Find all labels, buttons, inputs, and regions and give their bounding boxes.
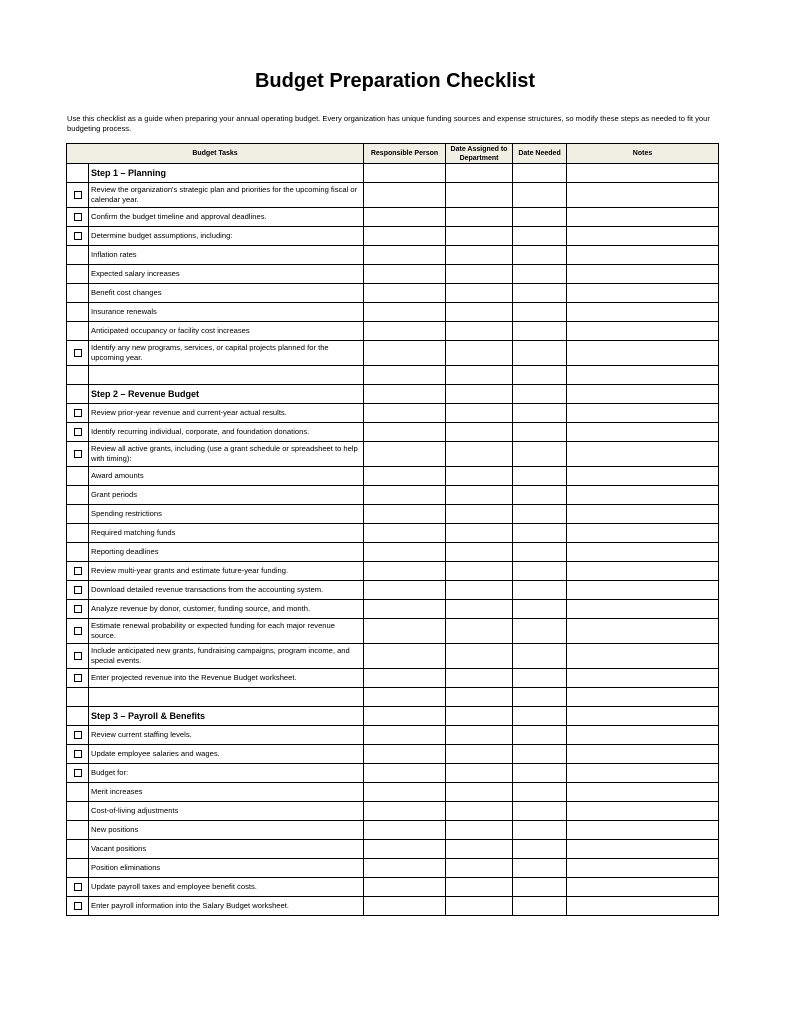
checkbox-cell bbox=[67, 897, 89, 916]
notes-cell[interactable] bbox=[567, 878, 719, 897]
task-row bbox=[67, 265, 719, 284]
checkbox-cell bbox=[67, 669, 89, 688]
responsible-cell[interactable] bbox=[364, 644, 446, 669]
responsible-cell[interactable] bbox=[364, 669, 446, 688]
task-checkbox[interactable] bbox=[74, 627, 82, 635]
checkbox-cell bbox=[67, 467, 89, 486]
responsible-cell[interactable] bbox=[364, 764, 446, 783]
date-needed-cell[interactable] bbox=[513, 897, 567, 916]
notes-cell[interactable] bbox=[567, 208, 719, 227]
date-needed-cell[interactable] bbox=[513, 644, 567, 669]
date-needed-cell[interactable] bbox=[513, 764, 567, 783]
checkbox-cell bbox=[67, 859, 89, 878]
task-checkbox[interactable] bbox=[74, 232, 82, 240]
date-assigned-cell[interactable] bbox=[446, 821, 513, 840]
task-row bbox=[67, 619, 719, 644]
date-needed-cell[interactable] bbox=[513, 619, 567, 644]
task-checkbox[interactable] bbox=[74, 652, 82, 660]
checkbox-cell bbox=[67, 745, 89, 764]
date-needed-cell[interactable] bbox=[513, 341, 567, 366]
date-assigned-cell[interactable] bbox=[446, 385, 513, 404]
checkbox-cell bbox=[67, 284, 89, 303]
date-needed-cell[interactable] bbox=[513, 859, 567, 878]
task-text: Vacant positions bbox=[89, 840, 364, 859]
checklist-table bbox=[66, 143, 719, 916]
task-text: Update payroll taxes and employee benefit costs. bbox=[89, 878, 364, 897]
header-date-needed: Date Needed bbox=[513, 144, 567, 164]
notes-cell[interactable] bbox=[567, 745, 719, 764]
date-needed-cell[interactable] bbox=[513, 821, 567, 840]
checkbox-cell bbox=[67, 619, 89, 644]
responsible-cell[interactable] bbox=[364, 246, 446, 265]
task-checkbox[interactable] bbox=[74, 750, 82, 758]
responsible-cell[interactable] bbox=[364, 442, 446, 467]
checkbox-cell bbox=[67, 341, 89, 366]
responsible-cell[interactable] bbox=[364, 467, 446, 486]
date-assigned-cell[interactable] bbox=[446, 208, 513, 227]
checkbox-cell bbox=[67, 385, 89, 404]
page-title: Budget Preparation Checklist bbox=[254, 70, 536, 92]
responsible-cell[interactable] bbox=[364, 726, 446, 745]
responsible-cell[interactable] bbox=[364, 322, 446, 341]
date-needed-cell[interactable] bbox=[513, 543, 567, 562]
checkbox-cell bbox=[67, 581, 89, 600]
notes-cell[interactable] bbox=[567, 303, 719, 322]
checkbox-cell bbox=[67, 164, 89, 183]
header-responsible-person: Responsible Person bbox=[364, 144, 446, 164]
responsible-cell[interactable] bbox=[364, 688, 446, 707]
notes-cell[interactable] bbox=[567, 783, 719, 802]
task-checkbox[interactable] bbox=[74, 902, 82, 910]
responsible-cell[interactable] bbox=[364, 486, 446, 505]
task-text: Enter payroll information into the Salary Budget worksheet. bbox=[89, 897, 364, 916]
date-assigned-cell[interactable] bbox=[446, 562, 513, 581]
checkbox-cell bbox=[67, 688, 89, 707]
date-assigned-cell[interactable] bbox=[446, 707, 513, 726]
responsible-cell[interactable] bbox=[364, 562, 446, 581]
task-row bbox=[67, 644, 719, 669]
task-text: New positions bbox=[89, 821, 364, 840]
task-row bbox=[67, 322, 719, 341]
task-checkbox[interactable] bbox=[74, 450, 82, 458]
task-row bbox=[67, 467, 719, 486]
task-text: Position eliminations bbox=[89, 859, 364, 878]
notes-cell[interactable] bbox=[567, 859, 719, 878]
task-text: Review the organization's strategic plan and priorities for the upcoming fiscal or calendar year. bbox=[89, 183, 364, 208]
checkbox-cell bbox=[67, 322, 89, 341]
date-needed-cell[interactable] bbox=[513, 783, 567, 802]
checkbox-cell bbox=[67, 821, 89, 840]
header-budget-tasks: Budget Tasks bbox=[67, 144, 364, 164]
date-assigned-cell[interactable] bbox=[446, 745, 513, 764]
task-row bbox=[67, 821, 719, 840]
notes-cell[interactable] bbox=[567, 897, 719, 916]
notes-cell[interactable] bbox=[567, 688, 719, 707]
checkbox-cell bbox=[67, 442, 89, 467]
date-assigned-cell[interactable] bbox=[446, 467, 513, 486]
task-checkbox[interactable] bbox=[74, 349, 82, 357]
blank-row bbox=[67, 366, 719, 385]
task-row bbox=[67, 543, 719, 562]
task-text: Estimate renewal probability or expected funding for each major revenue source. bbox=[89, 619, 364, 644]
checkbox-cell bbox=[67, 543, 89, 562]
notes-cell[interactable] bbox=[567, 385, 719, 404]
notes-cell[interactable] bbox=[567, 183, 719, 208]
intro-text: Use this checklist as a guide when preparing your annual operating budget. Every organization has unique funding sources and expense structures, so modify these steps as needed to fit your budgeting process. bbox=[67, 114, 710, 133]
checkbox-cell bbox=[67, 183, 89, 208]
date-needed-cell[interactable] bbox=[513, 562, 567, 581]
date-needed-cell[interactable] bbox=[513, 366, 567, 385]
date-assigned-cell[interactable] bbox=[446, 644, 513, 669]
task-checkbox[interactable] bbox=[74, 586, 82, 594]
date-assigned-cell[interactable] bbox=[446, 764, 513, 783]
date-assigned-cell[interactable] bbox=[446, 619, 513, 644]
notes-cell[interactable] bbox=[567, 726, 719, 745]
task-text: Review all active grants, including (use a grant schedule or spreadsheet to help with timing): bbox=[89, 442, 364, 467]
task-row bbox=[67, 505, 719, 524]
date-needed-cell[interactable] bbox=[513, 840, 567, 859]
responsible-cell[interactable] bbox=[364, 385, 446, 404]
checkbox-cell bbox=[67, 486, 89, 505]
checkbox-cell bbox=[67, 227, 89, 246]
responsible-cell[interactable] bbox=[364, 802, 446, 821]
responsible-cell[interactable] bbox=[364, 164, 446, 183]
date-assigned-cell[interactable] bbox=[446, 543, 513, 562]
notes-cell[interactable] bbox=[567, 840, 719, 859]
blank-row bbox=[67, 688, 719, 707]
checkbox-cell bbox=[67, 644, 89, 669]
task-checkbox[interactable] bbox=[74, 769, 82, 777]
checkbox-cell bbox=[67, 366, 89, 385]
task-checkbox[interactable] bbox=[74, 567, 82, 575]
date-needed-cell[interactable] bbox=[513, 183, 567, 208]
notes-cell[interactable] bbox=[567, 164, 719, 183]
responsible-cell[interactable] bbox=[364, 208, 446, 227]
task-text: Update employee salaries and wages. bbox=[89, 745, 364, 764]
date-assigned-cell[interactable] bbox=[446, 486, 513, 505]
notes-cell[interactable] bbox=[567, 707, 719, 726]
task-text: Confirm the budget timeline and approval deadlines. bbox=[89, 208, 364, 227]
date-needed-cell[interactable] bbox=[513, 486, 567, 505]
notes-cell[interactable] bbox=[567, 423, 719, 442]
checkbox-cell bbox=[67, 600, 89, 619]
checkbox-cell bbox=[67, 783, 89, 802]
date-assigned-cell[interactable] bbox=[446, 726, 513, 745]
date-assigned-cell[interactable] bbox=[446, 404, 513, 423]
date-assigned-cell[interactable] bbox=[446, 341, 513, 366]
date-needed-cell[interactable] bbox=[513, 246, 567, 265]
responsible-cell[interactable] bbox=[364, 707, 446, 726]
task-row bbox=[67, 600, 719, 619]
date-assigned-cell[interactable] bbox=[446, 840, 513, 859]
date-assigned-cell[interactable] bbox=[446, 246, 513, 265]
notes-cell[interactable] bbox=[567, 764, 719, 783]
task-row bbox=[67, 341, 719, 366]
date-assigned-cell[interactable] bbox=[446, 366, 513, 385]
responsible-cell[interactable] bbox=[364, 524, 446, 543]
date-assigned-cell[interactable] bbox=[446, 524, 513, 543]
task-row bbox=[67, 423, 719, 442]
date-assigned-cell[interactable] bbox=[446, 284, 513, 303]
step-header-row bbox=[67, 707, 719, 726]
notes-cell[interactable] bbox=[567, 486, 719, 505]
checkbox-cell bbox=[67, 404, 89, 423]
checkbox-cell bbox=[67, 524, 89, 543]
notes-cell[interactable] bbox=[567, 581, 719, 600]
notes-cell[interactable] bbox=[567, 644, 719, 669]
task-row bbox=[67, 859, 719, 878]
date-assigned-cell[interactable] bbox=[446, 802, 513, 821]
notes-cell[interactable] bbox=[567, 246, 719, 265]
task-row bbox=[67, 227, 719, 246]
date-assigned-cell[interactable] bbox=[446, 581, 513, 600]
responsible-cell[interactable] bbox=[364, 878, 446, 897]
date-needed-cell[interactable] bbox=[513, 726, 567, 745]
date-needed-cell[interactable] bbox=[513, 669, 567, 688]
task-row bbox=[67, 802, 719, 821]
date-assigned-cell[interactable] bbox=[446, 783, 513, 802]
date-needed-cell[interactable] bbox=[513, 467, 567, 486]
task-text: Download detailed revenue transactions from the accounting system. bbox=[89, 581, 364, 600]
date-needed-cell[interactable] bbox=[513, 707, 567, 726]
checkbox-cell bbox=[67, 303, 89, 322]
responsible-cell[interactable] bbox=[364, 505, 446, 524]
task-text: Grant periods bbox=[89, 486, 364, 505]
step-header-row bbox=[67, 164, 719, 183]
task-text bbox=[89, 688, 364, 707]
date-needed-cell[interactable] bbox=[513, 265, 567, 284]
task-text: Review multi-year grants and estimate future-year funding. bbox=[89, 562, 364, 581]
responsible-cell[interactable] bbox=[364, 423, 446, 442]
task-row bbox=[67, 562, 719, 581]
date-assigned-cell[interactable] bbox=[446, 227, 513, 246]
notes-cell[interactable] bbox=[567, 669, 719, 688]
responsible-cell[interactable] bbox=[364, 783, 446, 802]
notes-cell[interactable] bbox=[567, 467, 719, 486]
task-row bbox=[67, 524, 719, 543]
date-needed-cell[interactable] bbox=[513, 303, 567, 322]
task-text: Benefit cost changes bbox=[89, 284, 364, 303]
task-text: Expected salary increases bbox=[89, 265, 364, 284]
date-needed-cell[interactable] bbox=[513, 442, 567, 467]
notes-cell[interactable] bbox=[567, 600, 719, 619]
notes-cell[interactable] bbox=[567, 562, 719, 581]
task-row bbox=[67, 745, 719, 764]
date-assigned-cell[interactable] bbox=[446, 505, 513, 524]
date-needed-cell[interactable] bbox=[513, 322, 567, 341]
responsible-cell[interactable] bbox=[364, 821, 446, 840]
task-checkbox[interactable] bbox=[74, 409, 82, 417]
date-assigned-cell[interactable] bbox=[446, 164, 513, 183]
date-assigned-cell[interactable] bbox=[446, 442, 513, 467]
task-text: Include anticipated new grants, fundraising campaigns, program income, and special events. bbox=[89, 644, 364, 669]
checkbox-cell bbox=[67, 208, 89, 227]
checkbox-cell bbox=[67, 423, 89, 442]
responsible-cell[interactable] bbox=[364, 897, 446, 916]
task-checkbox[interactable] bbox=[74, 605, 82, 613]
task-row bbox=[67, 303, 719, 322]
task-text: Budget for: bbox=[89, 764, 364, 783]
responsible-cell[interactable] bbox=[364, 745, 446, 764]
task-checkbox[interactable] bbox=[74, 191, 82, 199]
responsible-cell[interactable] bbox=[364, 600, 446, 619]
date-assigned-cell[interactable] bbox=[446, 897, 513, 916]
responsible-cell[interactable] bbox=[364, 284, 446, 303]
responsible-cell[interactable] bbox=[364, 543, 446, 562]
checkbox-cell bbox=[67, 246, 89, 265]
checkbox-cell bbox=[67, 726, 89, 745]
date-needed-cell[interactable] bbox=[513, 688, 567, 707]
date-assigned-cell[interactable] bbox=[446, 688, 513, 707]
notes-cell[interactable] bbox=[567, 802, 719, 821]
task-checkbox[interactable] bbox=[74, 731, 82, 739]
checkbox-cell bbox=[67, 802, 89, 821]
header-date-assigned: Date Assigned to Department bbox=[446, 144, 513, 164]
date-needed-cell[interactable] bbox=[513, 524, 567, 543]
date-needed-cell[interactable] bbox=[513, 878, 567, 897]
task-checkbox[interactable] bbox=[74, 883, 82, 891]
responsible-cell[interactable] bbox=[364, 341, 446, 366]
task-checkbox[interactable] bbox=[74, 213, 82, 221]
date-needed-cell[interactable] bbox=[513, 423, 567, 442]
date-needed-cell[interactable] bbox=[513, 505, 567, 524]
notes-cell[interactable] bbox=[567, 442, 719, 467]
task-text: Review current staffing levels. bbox=[89, 726, 364, 745]
task-text: Merit increases bbox=[89, 783, 364, 802]
task-row bbox=[67, 208, 719, 227]
task-text: Reporting deadlines bbox=[89, 543, 364, 562]
task-text: Review prior-year revenue and current-year actual results. bbox=[89, 404, 364, 423]
notes-cell[interactable] bbox=[567, 524, 719, 543]
task-row bbox=[67, 726, 719, 745]
step-title: Step 3 – Payroll & Benefits bbox=[89, 707, 364, 726]
task-text: Determine budget assumptions, including: bbox=[89, 227, 364, 246]
date-assigned-cell[interactable] bbox=[446, 423, 513, 442]
notes-cell[interactable] bbox=[567, 265, 719, 284]
date-needed-cell[interactable] bbox=[513, 208, 567, 227]
notes-cell[interactable] bbox=[567, 821, 719, 840]
task-row bbox=[67, 783, 719, 802]
responsible-cell[interactable] bbox=[364, 366, 446, 385]
responsible-cell[interactable] bbox=[364, 265, 446, 284]
checkbox-cell bbox=[67, 505, 89, 524]
responsible-cell[interactable] bbox=[364, 183, 446, 208]
task-row bbox=[67, 669, 719, 688]
responsible-cell[interactable] bbox=[364, 859, 446, 878]
task-text: Cost-of-living adjustments bbox=[89, 802, 364, 821]
task-row bbox=[67, 183, 719, 208]
checklist-body bbox=[67, 164, 719, 916]
task-text: Spending restrictions bbox=[89, 505, 364, 524]
date-needed-cell[interactable] bbox=[513, 600, 567, 619]
responsible-cell[interactable] bbox=[364, 840, 446, 859]
date-assigned-cell[interactable] bbox=[446, 600, 513, 619]
date-needed-cell[interactable] bbox=[513, 164, 567, 183]
checkbox-cell bbox=[67, 878, 89, 897]
notes-cell[interactable] bbox=[567, 619, 719, 644]
step-header-row bbox=[67, 385, 719, 404]
task-row bbox=[67, 897, 719, 916]
task-row bbox=[67, 284, 719, 303]
task-row bbox=[67, 878, 719, 897]
date-needed-cell[interactable] bbox=[513, 581, 567, 600]
date-assigned-cell[interactable] bbox=[446, 322, 513, 341]
task-row bbox=[67, 581, 719, 600]
responsible-cell[interactable] bbox=[364, 619, 446, 644]
date-assigned-cell[interactable] bbox=[446, 265, 513, 284]
date-needed-cell[interactable] bbox=[513, 802, 567, 821]
notes-cell[interactable] bbox=[567, 322, 719, 341]
task-row bbox=[67, 840, 719, 859]
task-text: Award amounts bbox=[89, 467, 364, 486]
checkbox-cell bbox=[67, 707, 89, 726]
date-needed-cell[interactable] bbox=[513, 404, 567, 423]
responsible-cell[interactable] bbox=[364, 581, 446, 600]
checkbox-cell bbox=[67, 265, 89, 284]
notes-cell[interactable] bbox=[567, 341, 719, 366]
task-row bbox=[67, 764, 719, 783]
date-assigned-cell[interactable] bbox=[446, 669, 513, 688]
notes-cell[interactable] bbox=[567, 543, 719, 562]
task-text: Enter projected revenue into the Revenue Budget worksheet. bbox=[89, 669, 364, 688]
notes-cell[interactable] bbox=[567, 505, 719, 524]
task-text: Insurance renewals bbox=[89, 303, 364, 322]
task-text: Analyze revenue by donor, customer, funding source, and month. bbox=[89, 600, 364, 619]
checkbox-cell bbox=[67, 764, 89, 783]
date-assigned-cell[interactable] bbox=[446, 878, 513, 897]
date-needed-cell[interactable] bbox=[513, 745, 567, 764]
date-assigned-cell[interactable] bbox=[446, 183, 513, 208]
notes-cell[interactable] bbox=[567, 404, 719, 423]
checkbox-cell bbox=[67, 840, 89, 859]
checkbox-cell bbox=[67, 562, 89, 581]
date-needed-cell[interactable] bbox=[513, 284, 567, 303]
step-title: Step 2 – Revenue Budget bbox=[89, 385, 364, 404]
date-needed-cell[interactable] bbox=[513, 227, 567, 246]
task-text: Anticipated occupancy or facility cost increases bbox=[89, 322, 364, 341]
header-row bbox=[67, 144, 719, 164]
notes-cell[interactable] bbox=[567, 366, 719, 385]
task-checkbox[interactable] bbox=[74, 428, 82, 436]
responsible-cell[interactable] bbox=[364, 404, 446, 423]
step-title: Step 1 – Planning bbox=[89, 164, 364, 183]
task-row bbox=[67, 246, 719, 265]
task-row bbox=[67, 442, 719, 467]
task-row bbox=[67, 404, 719, 423]
header-notes: Notes bbox=[567, 144, 719, 164]
task-checkbox[interactable] bbox=[74, 674, 82, 682]
date-assigned-cell[interactable] bbox=[446, 303, 513, 322]
task-text bbox=[89, 366, 364, 385]
responsible-cell[interactable] bbox=[364, 227, 446, 246]
task-text: Identify any new programs, services, or capital projects planned for the upcoming year. bbox=[89, 341, 364, 366]
responsible-cell[interactable] bbox=[364, 303, 446, 322]
notes-cell[interactable] bbox=[567, 227, 719, 246]
date-needed-cell[interactable] bbox=[513, 385, 567, 404]
task-row bbox=[67, 486, 719, 505]
task-text: Inflation rates bbox=[89, 246, 364, 265]
date-assigned-cell[interactable] bbox=[446, 859, 513, 878]
notes-cell[interactable] bbox=[567, 284, 719, 303]
task-text: Required matching funds bbox=[89, 524, 364, 543]
task-text: Identify recurring individual, corporate, and foundation donations. bbox=[89, 423, 364, 442]
